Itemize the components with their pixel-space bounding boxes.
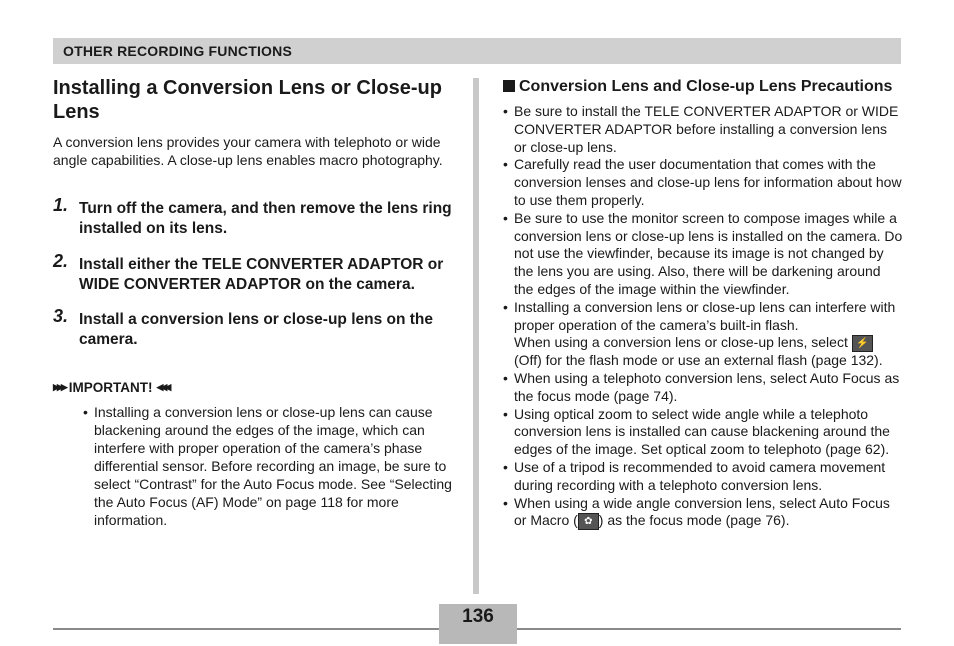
bullet-dot-icon: • bbox=[503, 369, 508, 386]
list-item: • Use of a tripod is recommended to avoid camera movement during recording with a telephoto conversion lens. bbox=[503, 458, 886, 493]
important-bullet bbox=[83, 403, 463, 529]
flash-off-icon: ⚡ bbox=[852, 335, 873, 352]
square-bullet-icon bbox=[503, 80, 515, 92]
step-3 bbox=[53, 306, 463, 350]
arrows-left-icon: ◀◀◀ bbox=[156, 382, 169, 392]
list-item: • Be sure to install the TELE CONVERTER ADAPTOR or WIDE CONVERTER ADAPTOR before installing a conversion lens or close-up lens. bbox=[503, 103, 899, 155]
list-item: • Be sure to use the monitor screen to compose images while a conversion lens or close-up lens is installed on the camera. Do not use the viewfinder, because its image is not changed by the lens you are using. Also, there will be darkening around the edges of the image within the viewfinder. bbox=[503, 209, 903, 297]
page-number-box bbox=[439, 604, 517, 644]
page-title: Installing a Conversion Lens or Close-up Lens bbox=[53, 77, 442, 123]
section-header-bar bbox=[53, 38, 901, 64]
bullet-dot-icon: • bbox=[83, 404, 88, 420]
page-number: 136 bbox=[462, 606, 494, 627]
section-header: OTHER RECORDING FUNCTIONS bbox=[63, 43, 292, 59]
step-text: Install either the TELE CONVERTER ADAPTOR or WIDE CONVERTER ADAPTOR on the camera. bbox=[79, 256, 444, 293]
step-1 bbox=[53, 195, 463, 239]
bullet-dot-icon: • bbox=[503, 458, 508, 475]
bullet-dot-icon: • bbox=[503, 405, 508, 422]
precautions-list bbox=[503, 103, 903, 530]
step-2 bbox=[53, 251, 463, 295]
macro-flower-icon: ✿ bbox=[578, 513, 599, 530]
precautions-title: Conversion Lens and Close-up Lens Precautions bbox=[519, 78, 893, 95]
step-text: Turn off the camera, and then remove the lens ring installed on its lens. bbox=[79, 200, 452, 237]
step-number: 3. bbox=[53, 306, 69, 326]
list-item: • Carefully read the user documentation that comes with the conversion lenses and close-up lens for information about how to use them properly. bbox=[503, 156, 902, 208]
right-column bbox=[503, 76, 903, 530]
step-number: 2. bbox=[53, 251, 69, 271]
list-item: • Using optical zoom to select wide angle while a telephoto conversion lens is installed can cause blackening around the edges of the image. Set optical zoom to telephoto (page 62). bbox=[503, 405, 890, 458]
list-item-flash: • Installing a conversion lens or close-up lens can interfere with proper operation of the camera’s built-in flash. When using a conversion lens or close-up lens, select ⚡ (Off) for the flash mode or use an external flash (page 132). bbox=[503, 298, 896, 369]
intro-text: A conversion lens provides your camera with telephoto or wide angle capabilities. A close-up lens enables macro photography. bbox=[53, 134, 443, 168]
precautions-heading bbox=[503, 76, 903, 97]
step-number: 1. bbox=[53, 195, 69, 215]
important-text: Installing a conversion lens or close-up lens can cause blackening around the edges of the image, which can interfere with proper operation of the camera’s phase differential sensor. Before recording an image, be sure to select “Contrast” for the Auto Focus mode. See “Selecting the Auto Focus (AF) Mode” on page 118 for more information. bbox=[94, 404, 452, 528]
list-item-macro: • When using a wide angle conversion lens, select Auto Focus or Macro ( ✿ ) as the focus mode (page 76). bbox=[503, 494, 890, 529]
bullet-dot-icon: • bbox=[503, 156, 508, 173]
list-item: • When using a telephoto conversion lens, select Auto Focus as the focus mode (page 74). bbox=[503, 369, 900, 404]
arrows-right-icon: ▶▶▶ bbox=[53, 382, 65, 392]
important-label: IMPORTANT! bbox=[68, 380, 153, 395]
bullet-dot-icon: • bbox=[503, 494, 508, 511]
left-column bbox=[53, 76, 463, 529]
bullet-dot-icon: • bbox=[503, 103, 508, 119]
column-divider bbox=[473, 78, 479, 594]
bullet-dot-icon: • bbox=[503, 209, 508, 226]
step-text: Install a conversion lens or close-up lens on the camera. bbox=[79, 311, 434, 348]
bullet-dot-icon: • bbox=[503, 298, 508, 315]
important-heading bbox=[53, 380, 463, 395]
